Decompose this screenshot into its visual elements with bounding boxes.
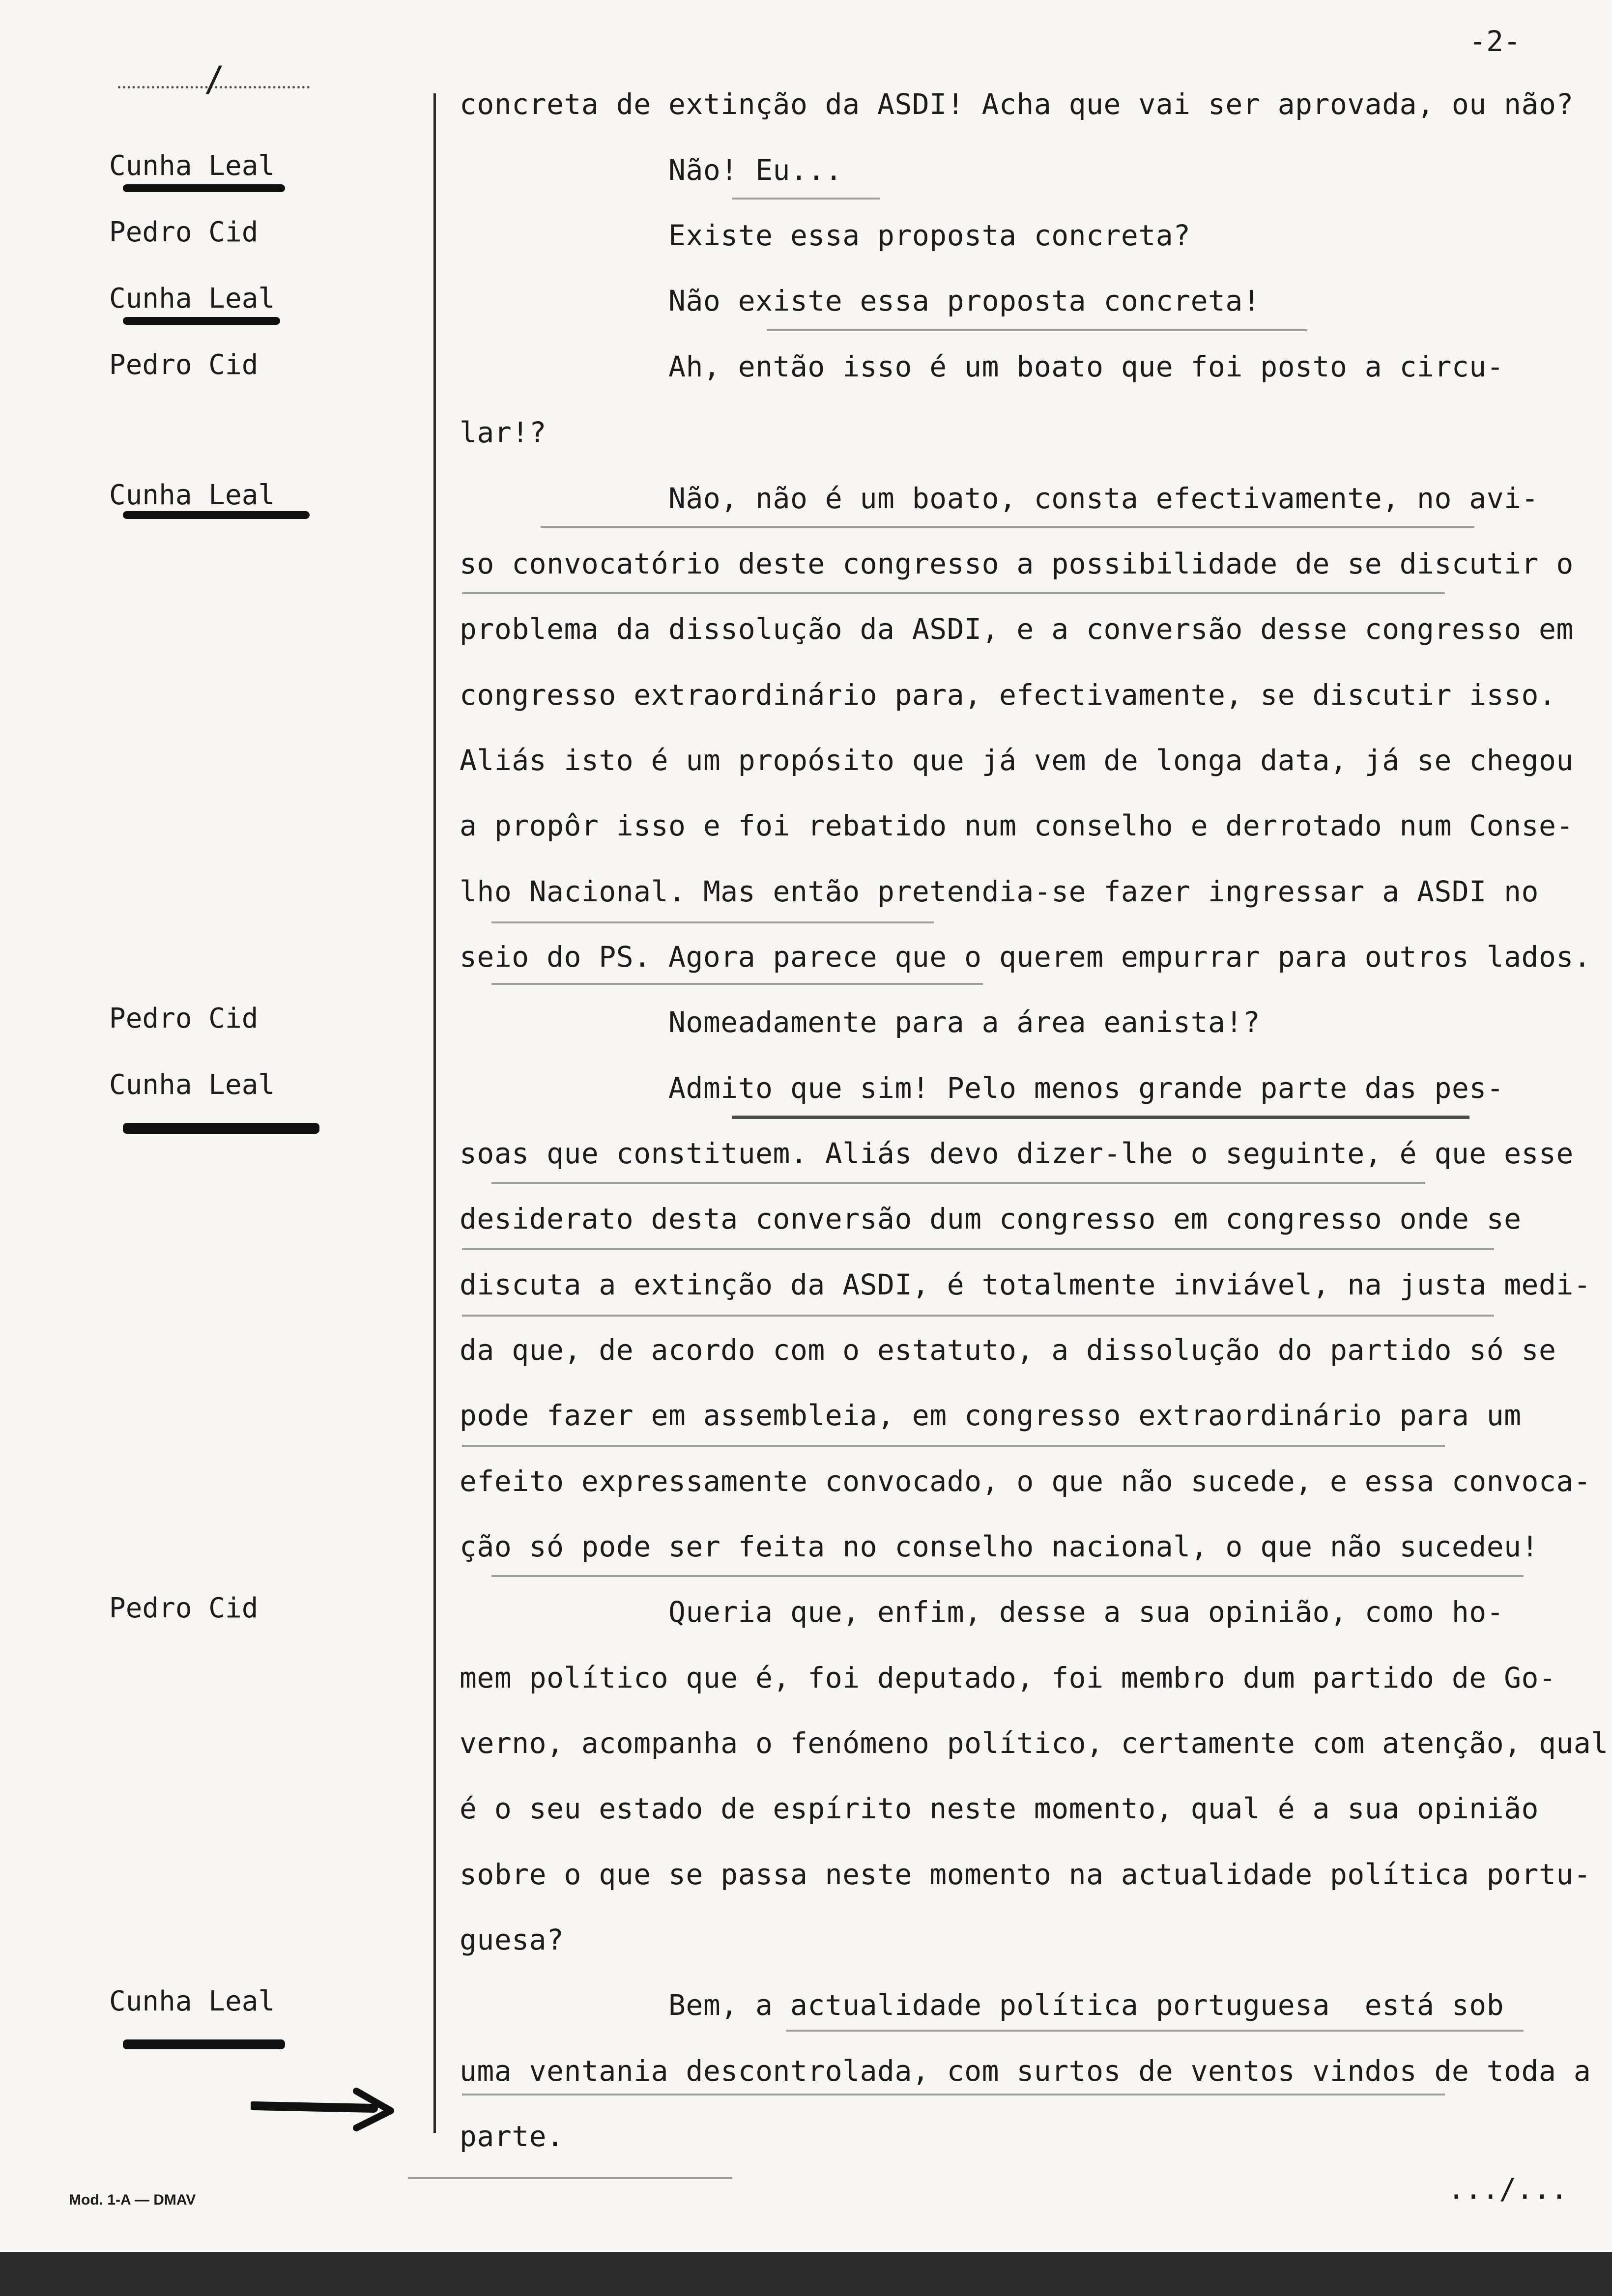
handwritten-underline [123,511,310,519]
text-line: verno, acompanha o fenómeno político, certamente com atenção, qual [460,1726,1609,1760]
pencil-mark [491,983,983,985]
text-line: pode fazer em assembleia, em congresso extraordinário para um [460,1399,1522,1432]
text-line: parte. [460,2120,564,2153]
pencil-mark [462,1248,1494,1250]
text-line: a propôr isso e foi rebatido num conselho e derrotado num Conse- [460,809,1574,842]
text-line: lho Nacional. Mas então pretendia-se fazer ingressar a ASDI no [460,875,1539,908]
text-line: mem político que é, foi deputado, foi membro dum partido de Go- [460,1661,1556,1694]
text-line: desiderato desta conversão dum congresso em congresso onde se [460,1202,1522,1235]
handwritten-underline [123,2039,285,2049]
text-line: efeito expressamente convocado, o que não sucede, e essa convoca- [460,1464,1591,1498]
text-line: soas que constituem. Aliás devo dizer-lhe o seguinte, é que esse [460,1137,1574,1170]
text-line: lar!? [460,416,547,449]
text-line: Ah, então isso é um boato que foi posto a circu- [460,350,1504,383]
text-line: Não, não é um boato, consta efectivamente, no avi- [460,482,1539,515]
text-line: ção só pode ser feita no conselho nacional, o que não sucedeu! [460,1530,1539,1563]
pencil-mark [732,1116,1469,1119]
handwritten-underline [123,1123,319,1134]
speaker-label: Cunha Leal [109,1069,275,1101]
pencil-mark [786,2030,1524,2032]
text-line: Bem, a actualidade política portuguesa está sob [460,1988,1504,2022]
pencil-mark [462,2094,1445,2095]
speaker-label: Pedro Cid [109,216,259,248]
speaker-label: Cunha Leal [109,283,275,315]
pencil-mark [462,592,1445,594]
pencil-mark [491,1575,1524,1577]
speaker-label: Cunha Leal [109,479,275,511]
speaker-label: Pedro Cid [109,1003,259,1034]
pencil-mark [491,921,934,923]
text-line: Aliás isto é um propósito que já vem de longa data, já se chegou [460,744,1574,777]
text-line: so convocatório deste congresso a possibilidade de se discutir o [460,547,1574,580]
margin-rule [433,93,436,2133]
pencil-mark [491,1182,1425,1184]
pencil-mark [462,1445,1445,1447]
pencil-mark [732,198,880,200]
text-line: é o seu estado de espírito neste momento, qual é a sua opinião [460,1792,1539,1825]
continuation-marker: .../... [1447,2172,1568,2206]
speaker-label: Cunha Leal [109,1985,275,2017]
text-line: Existe essa proposta concreta? [460,219,1191,252]
handwritten-underline [123,184,285,192]
pencil-mark [767,329,1307,331]
handwritten-underline [123,317,280,325]
text-line: Não! Eu... [460,153,843,187]
text-line: discuta a extinção da ASDI, é totalmente inviável, na justa medi- [460,1268,1591,1301]
form-code: Mod. 1-A — DMAV [69,2192,196,2208]
text-line: da que, de acordo com o estatuto, a dissolução do partido só se [460,1333,1556,1367]
pencil-mark [541,526,1474,528]
scan-edge [0,2252,1612,2296]
text-line: problema da dissolução da ASDI, e a conversão desse congresso em [460,612,1574,646]
speaker-label: Pedro Cid [109,1592,259,1624]
text-line: Queria que, enfim, desse a sua opinião, como ho- [460,1595,1504,1629]
pencil-mark [408,2177,732,2179]
text-line: guesa? [460,1923,564,1956]
text-line: Nomeadamente para a área eanista!? [460,1005,1261,1039]
text-line: seio do PS. Agora parece que o querem empurrar para outros lados. [460,940,1591,974]
text-line: Não existe essa proposta concreta! [460,284,1261,317]
text-line: sobre o que se passa neste momento na actualidade política portu- [460,1858,1591,1891]
text-line: congresso extraordinário para, efectivamente, se discutir isso. [460,678,1556,712]
page-number: -2- [1469,25,1521,58]
text-line: uma ventania descontrolada, com surtos de ventos vindos de toda a [460,2054,1591,2088]
text-line: concreta de extinção da ASDI! Acha que vai ser aprovada, ou não? [460,87,1574,121]
reference-slash: / [204,59,225,99]
pencil-mark [462,1315,1494,1317]
handwritten-arrow-icon [251,2084,398,2133]
speaker-label: Pedro Cid [109,349,259,381]
speaker-label: Cunha Leal [109,150,275,182]
text-line: Admito que sim! Pelo menos grande parte das pes- [460,1071,1504,1105]
